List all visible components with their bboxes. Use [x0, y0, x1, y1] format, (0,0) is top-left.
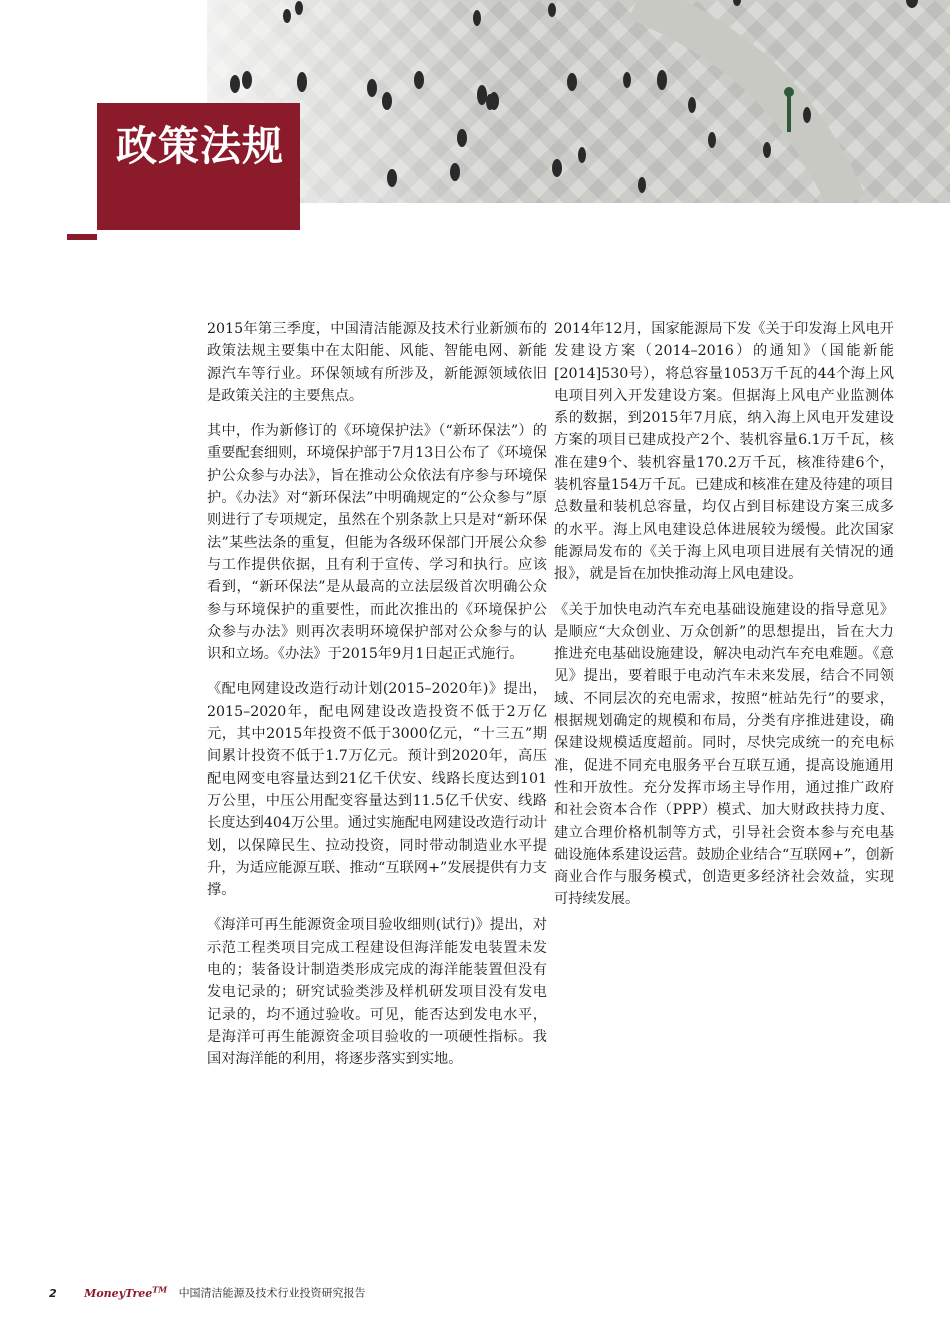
page-title: 政策法规: [116, 122, 284, 170]
brand-logo: [84, 1284, 168, 1300]
header-photo: [207, 0, 950, 203]
paragraph: 2014年12月，国家能源局下发《关于印发海上风电开发建设方案（2014–2016）的通知》（国能新能[2014]530号），将总容量1053万千瓦的44个海上风电项目列入开发建设方案。但据海上风电产业监测体系的数据，到2015年7月底，纳入海上风电开发建设方案的项目已建成投产2个、装机容量6.1万千瓦，核准在建9个、装机容量170.2万千瓦，核准待建6个，装机容量154万千瓦。已建成和核准在建及待建的项目总数量和装机总容量，均仅占到目标建设方案三成多的水平。海上风电建设总体进展较为缓慢。此次国家能源局发布的《关于海上风电项目进展有关情况的通报》，就是旨在加快推动海上风电建设。: [554, 321, 894, 583]
left-column: [207, 318, 547, 1084]
title-accent-bar: [67, 234, 97, 240]
paragraph: 《关于加快电动汽车充电基础设施建设的指导意见》是顺应“大众创业、万众创新”的思想提出，旨在大力推进充电基础设施建设，解决电动汽车充电难题。《意见》提出，要着眼于电动汽车未来发展，结合不同领域、不同层次的充电需求，按照“桩站先行”的要求，根据规划确定的规模和布局，分类有序推进建设，确保建设规模适度超前。同时，尽快完成统一的充电标准，促进不同充电服务平台互联互通，提高设施通用性和开放性。充分发挥市场主导作用，通过推广政府和社会资本合作（PPP）模式、加大财政扶持力度、建立合理价格机制等方式，引导社会资本参与充电基础设施体系建设运营。鼓励企业结合“互联网+”，创新商业合作与服务模式，创造更多经济社会效益，实现可持续发展。: [554, 601, 894, 908]
paragraph: 其中，作为新修订的《环境保护法》（“新环保法”）的重要配套细则，环境保护部于7月13日公布了《环境保护公众参与办法》，旨在推动公众依法有序参与环境保护。《办法》对“新环保法”中明确规定的“公众参与”原则进行了专项规定，虽然在个别条款上只是对“新环保法”某些法条的重复，但能为各级环保部门开展公众参与工作提供依据，且有利于宣传、学习和执行。应该看到，“新环保法”是从最高的立法层级首次明确公众参与环境保护的重要性，而此次推出的《环境保护公众参与办法》则再次表明环境保护部对公众参与的认识和立场。《办法》于2015年9月1日起正式施行。: [207, 423, 547, 663]
right-column: [554, 318, 894, 924]
paragraph: 2015年第三季度，中国清洁能源及技术行业新颁布的政策法规主要集中在太阳能、风能、智能电网、新能源汽车等行业。环保领域有所涉及，新能源领域依旧是政策关注的主要焦点。: [207, 321, 547, 404]
paragraph: 《配电网建设改造行动计划(2015–2020年)》提出，2015–2020年，配电网建设改造投资不低于2万亿元，其中2015年投资不低于3000亿元，“十三五”期间累计投资不低于1.7万亿元。预计到2020年，高压配电网变电容量达到21亿千伏安、线路长度达到101万公里，中压公用配变容量达到11.5亿千伏安、线路长度达到404万公里。通过实施配电网建设改造行动计划，以保障民生、拉动投资，同时带动制造业水平提升，为适应能源互联、推动“互联网+”发展提供有力支撑。: [207, 681, 547, 899]
page-number: 2: [49, 1286, 57, 1300]
paragraph: 《海洋可再生能源资金项目验收细则(试行)》提出，对示范工程类项目完成工程建设但海洋能发电装置未发电的；装备设计制造类形成完成的海洋能装置但没有发电记录的；研究试验类涉及样机研发项目没有发电记录的，均不通过验收。可见，能否达到发电水平，是海洋可再生能源资金项目验收的一项硬性指标。我国对海洋能的利用，将逐步落实到实地。: [207, 917, 547, 1068]
pedestrians-illustration: [207, 0, 950, 203]
page-footer: [49, 1284, 366, 1301]
brand-name: MoneyTree: [84, 1286, 153, 1300]
trademark-mark: TM: [152, 1284, 168, 1294]
report-title: 中国清洁能源及技术行业投资研究报告: [178, 1286, 366, 1300]
